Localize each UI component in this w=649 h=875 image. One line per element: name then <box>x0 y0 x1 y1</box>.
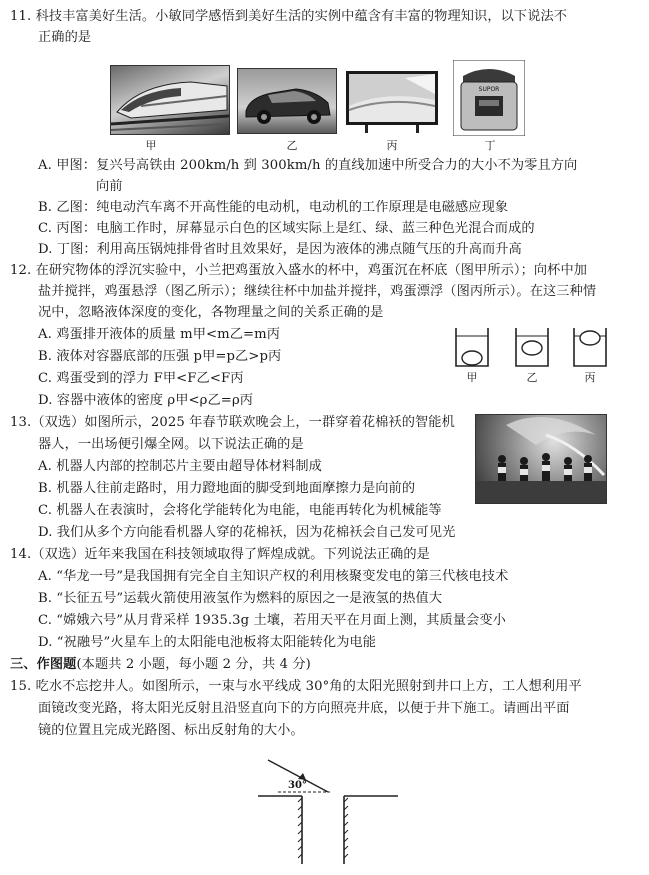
beaker-yi <box>516 328 548 366</box>
q12-option-b: B. 液体对容器底部的压强 p甲=p乙>p丙 <box>38 349 282 364</box>
caption-jia: 甲 <box>145 139 157 152</box>
q12-option-a: A. 鸡蛋排开液体的质量 m甲<m乙=m丙 <box>38 327 281 342</box>
beaker-caption-yi: 乙 <box>526 371 538 384</box>
q13-stem-line1: 13.（双选）如图所示，2025 年春节联欢晚会上，一群穿着花棉袄的智能机 <box>10 415 455 430</box>
q11-option-c: C. 丙图：电脑工作时，屏幕显示白色的区域实际上是红、绿、蓝三种色光混合而成的 <box>38 221 535 236</box>
egg-beakers-figure <box>452 326 622 376</box>
beaker-bing <box>574 328 606 366</box>
beaker-jia <box>456 328 488 366</box>
q14-stem-line1: 14.（双选）近年来我国在科技领域取得了辉煌成就。下列说法正确的是 <box>10 547 430 562</box>
monitor-image <box>345 70 439 134</box>
section-3-note: (本题共 2 小题，每小题 2 分，共 4 分) <box>76 657 311 672</box>
pressure-cooker-image <box>453 60 525 136</box>
q11-stem-line2: 正确的是 <box>38 30 92 45</box>
angle-label: 30° <box>288 780 307 791</box>
caption-ding: 丁 <box>484 139 496 152</box>
caption-bing: 丙 <box>386 139 398 152</box>
beaker-caption-bing: 丙 <box>584 371 596 384</box>
q14-option-a: A. “华龙一号”是我国拥有完全自主知识产权的利用核聚变发电的第三代核电技术 <box>38 569 509 584</box>
q15-stem-line1: 15. 吃水不忘挖井人。如图所示，一束与水平线成 30°角的太阳光照射到井口上方，工人想利用平 <box>10 679 582 694</box>
q11-stem-line1: 11. 科技丰富美好生活。小敏同学感悟到美好生活的实例中蕴含有丰富的物理知识，以下说法不 <box>10 9 568 24</box>
q14-option-d: D. “祝融号”火星车上的太阳能电池板将太阳能转化为电能 <box>38 635 377 650</box>
q11-option-a-line1: A. 甲图：复兴号高铁由 200km/h 到 300km/h 的直线加速中所受合力的大小不为零且方向 <box>38 158 578 173</box>
q12-option-d: D. 容器中液体的密度 ρ甲<ρ乙=ρ丙 <box>38 393 254 408</box>
well-light-diagram <box>258 752 398 867</box>
q14-option-c: C. “嫦娥六号”从月背采样 1935.3g 土壤，若用天平在月面上测，其质量会变小 <box>38 613 506 628</box>
q15-stem-line2: 面镜改变光路，将太阳光反射且沿竖直向下的方向照亮井底，以便于井下施工。请画出平面 <box>38 701 570 716</box>
beaker-caption-jia: 甲 <box>466 371 478 384</box>
ground-hatching <box>298 798 348 858</box>
q13-option-b: B. 机器人往前走路时，用力蹬地面的脚受到地面摩擦力是向前的 <box>38 481 416 496</box>
q13-option-a: A. 机器人内部的控制芯片主要由超导体材料制成 <box>38 459 322 474</box>
q12-stem-line2: 盐并搅拌，鸡蛋悬浮（图乙所示）；继续往杯中加盐并搅拌，鸡蛋漂浮（图丙所示）。在这三种情 <box>38 284 597 299</box>
q15-stem-line3: 镜的位置且完成光路图、标出反射角的大小。 <box>38 723 304 738</box>
q12-option-c: C. 鸡蛋受到的浮力 F甲<F乙<F丙 <box>38 371 244 386</box>
q11-option-d: D. 丁图：利用高压锅炖排骨省时且效果好，是因为液体的沸点随气压的升高而升高 <box>38 242 522 257</box>
q12-stem-line1: 12. 在研究物体的浮沉实验中，小兰把鸡蛋放入盛水的杯中，鸡蛋沉在杯底（图甲所示）；向杯中加 <box>10 263 588 278</box>
cooker-brand-text: SUPOR <box>478 86 500 93</box>
q13-stem-line2: 器人，一出场便引爆全网。以下说法正确的是 <box>38 437 304 452</box>
electric-car-image <box>237 68 337 134</box>
q11-option-a-line2: 向前 <box>96 179 123 194</box>
q12-stem-line3: 况中，忽略液体深度的变化，各物理量之间的关系正确的是 <box>38 305 384 320</box>
q14-option-b: B. “长征五号”运载火箭使用液氢作为燃料的原因之一是液氢的热值大 <box>38 591 443 606</box>
caption-yi: 乙 <box>286 139 298 152</box>
q13-option-c: C. 机器人在表演时，会将化学能转化为电能，电能再转化为机械能等 <box>38 503 442 518</box>
section-3-title: 三、作图题 <box>10 657 77 672</box>
robots-stage-image <box>475 414 607 504</box>
q13-option-d: D. 我们从多个方向能看机器人穿的花棉袄，因为花棉袄会自己发可见光 <box>38 525 456 540</box>
q11-option-b: B. 乙图：纯电动汽车离不开高性能的电动机，电动机的工作原理是电磁感应现象 <box>38 200 509 215</box>
section-3-header <box>10 656 311 674</box>
high-speed-train-image <box>110 65 230 135</box>
